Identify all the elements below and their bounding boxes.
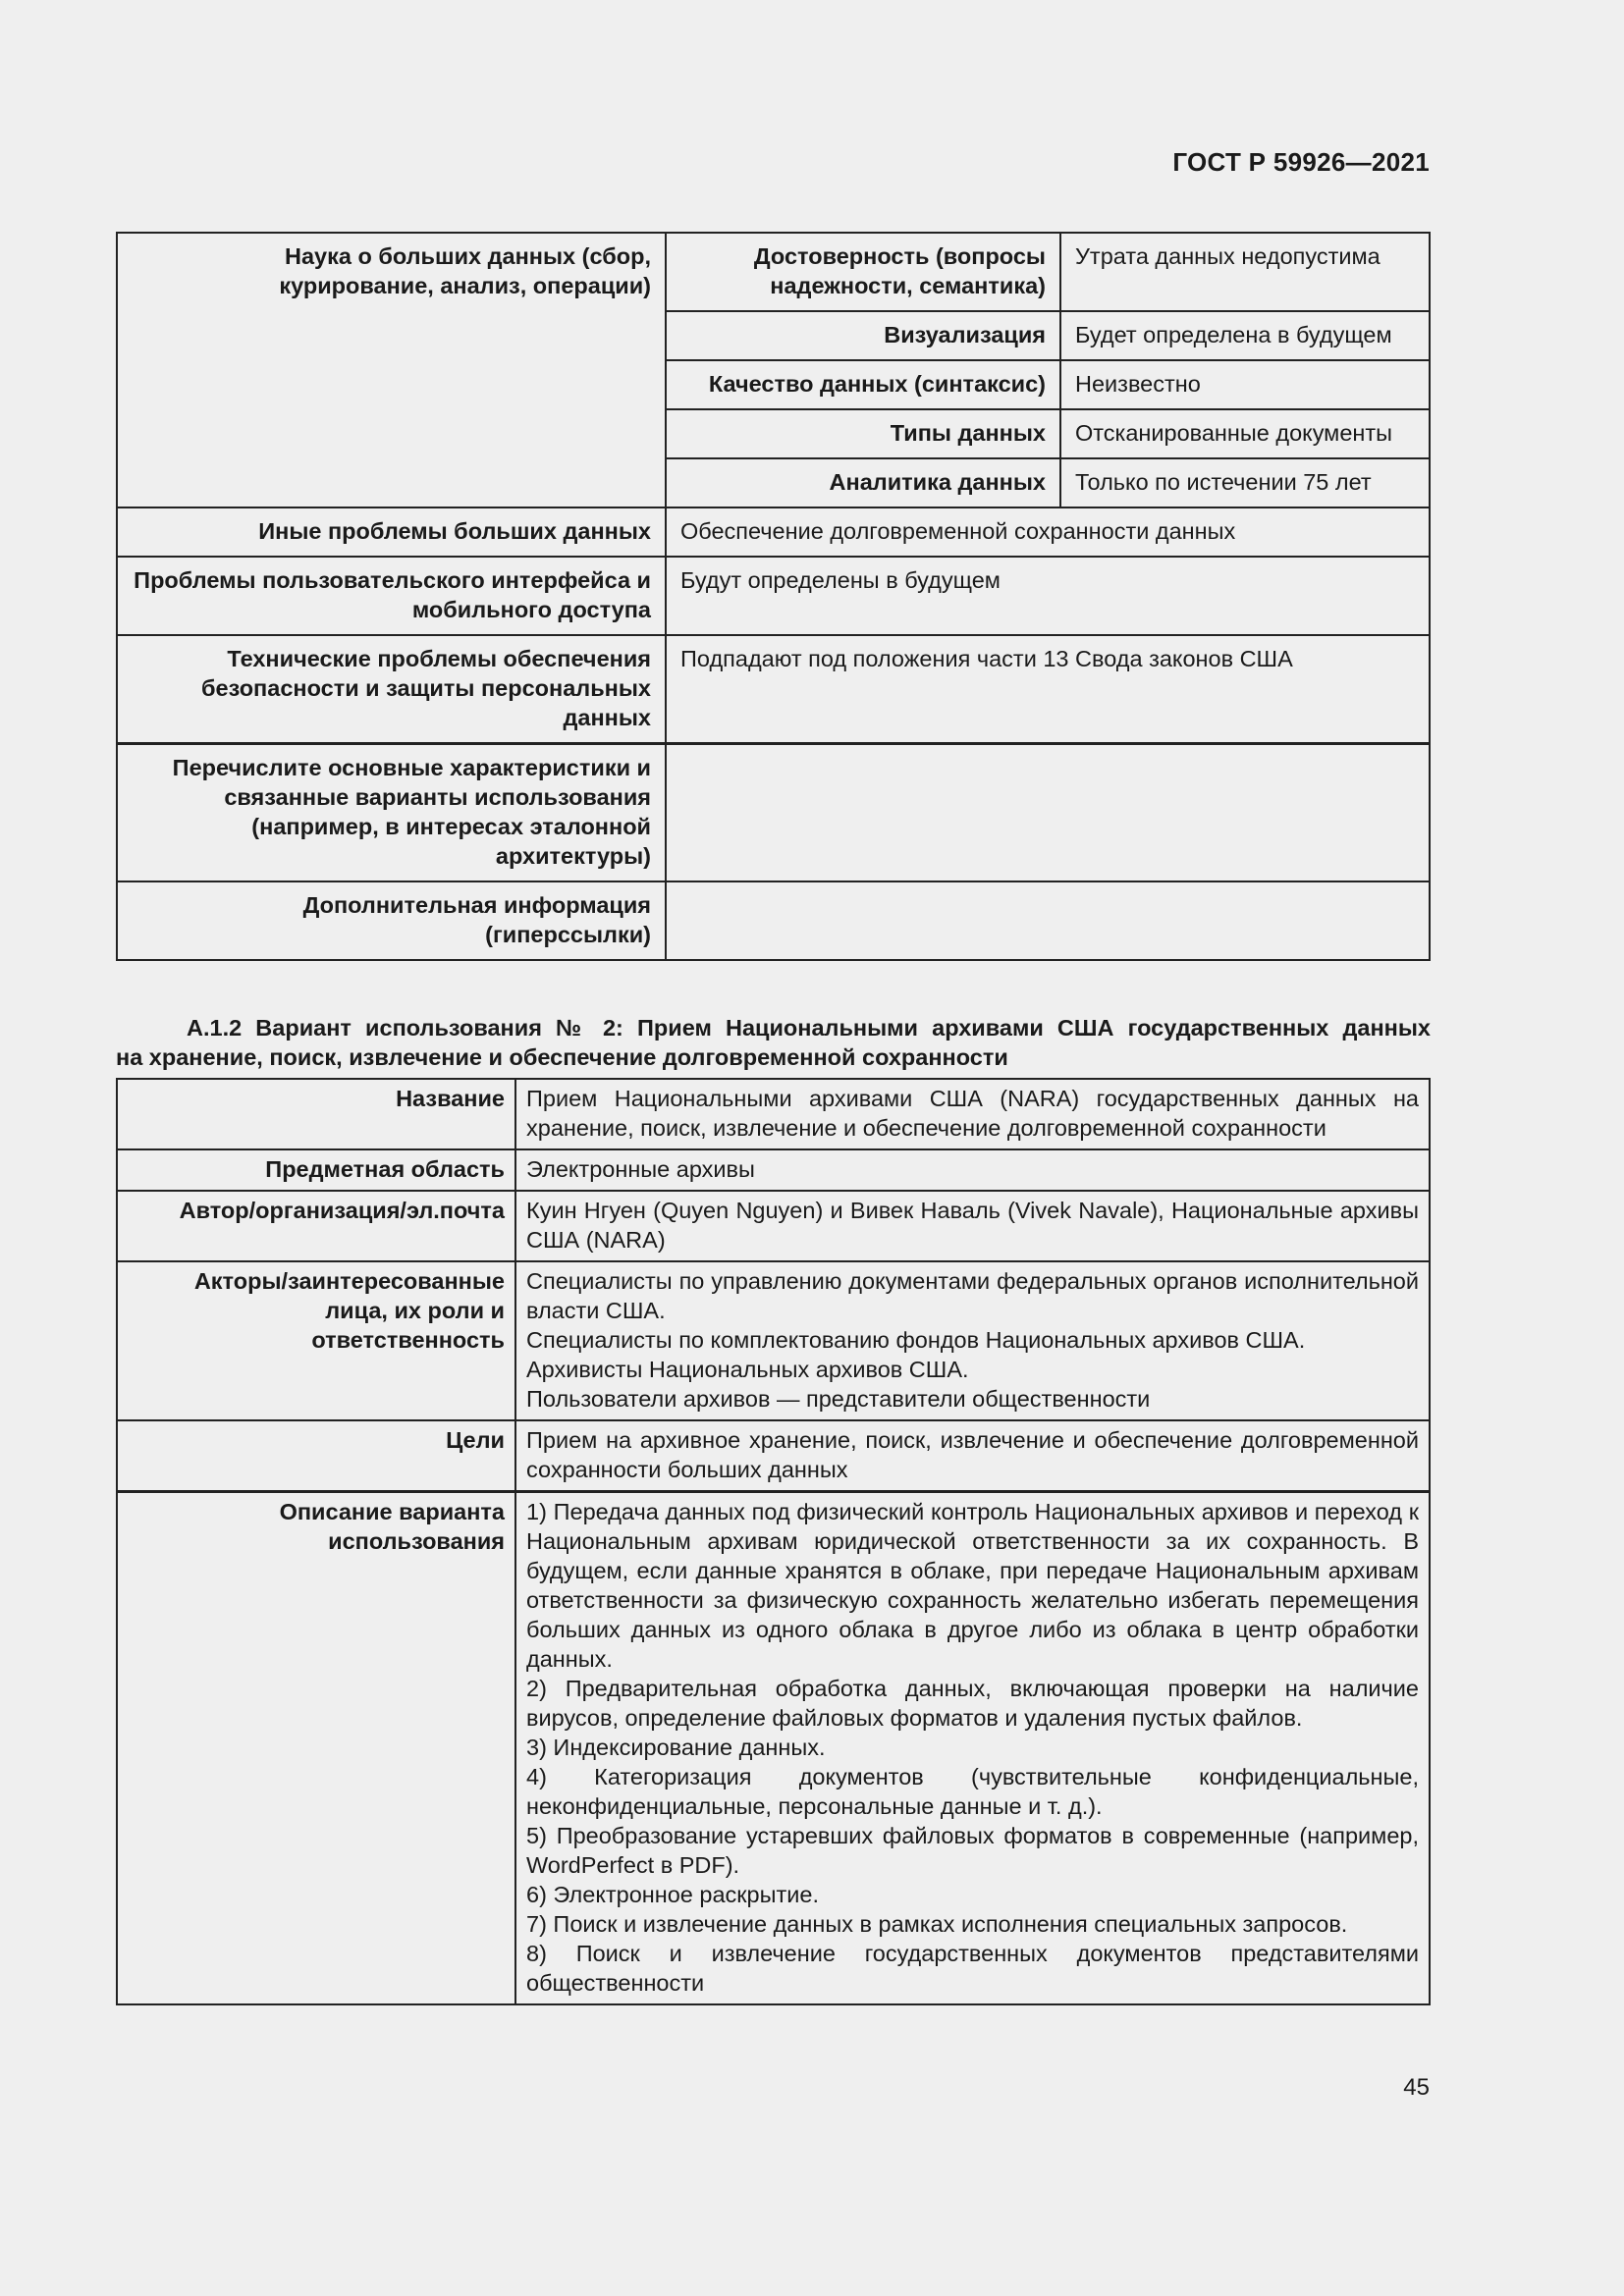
row-label: Дополнительная информация (гиперссылки): [117, 881, 666, 960]
value-line: Специалисты по комплектованию фондов Национальных архивов США.: [526, 1327, 1306, 1353]
table-row: [117, 233, 1430, 311]
science-label: Наука о больших данных (сбор, курирование, анализ, операции): [117, 233, 666, 507]
value-line: Прием на архивное хранение, поиск, извлечение и обеспечение долговременной сохранности больших данных: [526, 1427, 1419, 1482]
row-value: Подпадают под положения части 13 Свода законов США: [666, 635, 1430, 744]
science-sub-label: Визуализация: [666, 311, 1060, 360]
row-value: [515, 1079, 1430, 1149]
value-line: Пользователи архивов — представители общественности: [526, 1386, 1151, 1412]
table-row: [117, 1420, 1430, 1492]
characteristics-table: [116, 232, 1431, 961]
table-row: [117, 1149, 1430, 1191]
value-line: Специалисты по управлению документами федеральных органов исполнительной власти США.: [526, 1268, 1419, 1323]
section-title-line1: А.1.2 Вариант использования № 2: Прием Национальными архивами США государственных данных: [187, 1015, 1431, 1041]
document-id: ГОСТ Р 59926—2021: [1172, 147, 1430, 177]
table-row: [117, 744, 1430, 882]
row-label: Проблемы пользовательского интерфейса и мобильного доступа: [117, 557, 666, 635]
row-label: Название: [117, 1079, 515, 1149]
science-sub-value: Утрата данных недопустима: [1060, 233, 1430, 311]
row-label: Автор/организация/эл.почта: [117, 1191, 515, 1261]
value-line: 7) Поиск и извлечение данных в рамках исполнения специальных запросов.: [526, 1911, 1348, 1937]
table-row: [117, 635, 1430, 744]
value-line: 5) Преобразование устаревших файловых форматов в современные (например, WordPerfect в PDF).: [526, 1823, 1419, 1878]
row-value: Будут определены в будущем: [666, 557, 1430, 635]
table-row: [117, 1191, 1430, 1261]
row-label: Акторы/заинтересованные лица, их роли и ответственность: [117, 1261, 515, 1420]
science-sub-label: Аналитика данных: [666, 458, 1060, 507]
table-row: [117, 507, 1430, 557]
table-row: [117, 1492, 1430, 2005]
row-label: Описание варианта использования: [117, 1492, 515, 2005]
row-label: Иные проблемы больших данных: [117, 507, 666, 557]
row-label: Цели: [117, 1420, 515, 1492]
use-case-table: [116, 1078, 1431, 2005]
table-row: [117, 881, 1430, 960]
row-value: [666, 881, 1430, 960]
value-line: Электронные архивы: [526, 1156, 755, 1182]
science-sub-value: Неизвестно: [1060, 360, 1430, 409]
value-line: 1) Передача данных под физический контроль Национальных архивов и переход к Национальным архивам юридической ответственности за их сохранность. В будущем, если данные хранятся в облаке, при передаче Национальным архивам ответственности за физическую сохранность желательно избегать перемещения больших данных из одного облака в другое либо из облака в центр обработки данных.: [526, 1499, 1419, 1672]
section-title: [116, 1013, 1431, 1072]
science-sub-value: Только по истечении 75 лет: [1060, 458, 1430, 507]
row-value: [666, 744, 1430, 882]
row-value: [515, 1261, 1430, 1420]
row-label: Перечислите основные характеристики и связанные варианты использования (например, в интересах эталонной архитектуры): [117, 744, 666, 882]
row-value: [515, 1149, 1430, 1191]
page-number: 45: [1403, 2074, 1430, 2101]
value-line: 6) Электронное раскрытие.: [526, 1882, 820, 1907]
science-sub-value: Будет определена в будущем: [1060, 311, 1430, 360]
value-line: 2) Предварительная обработка данных, включающая проверки на наличие вирусов, определение файловых форматов и удаления пустых файлов.: [526, 1676, 1419, 1731]
value-line: Прием Национальными архивами США (NARA) государственных данных на хранение, поиск, извлечение и обеспечение долговременной сохранности: [526, 1086, 1419, 1141]
value-line: 8) Поиск и извлечение государственных документов представителями общественности: [526, 1941, 1419, 1996]
row-value: [515, 1492, 1430, 2005]
row-label: Предметная область: [117, 1149, 515, 1191]
value-line: 3) Индексирование данных.: [526, 1735, 826, 1760]
science-sub-value: Отсканированные документы: [1060, 409, 1430, 458]
row-value: [515, 1420, 1430, 1492]
value-line: Куин Нгуен (Quyen Nguyen) и Вивек Наваль (Vivek Navale), Национальные архивы США (NARA): [526, 1198, 1419, 1253]
use-case-table-body: [117, 1079, 1430, 2004]
value-line: Архивисты Национальных архивов США.: [526, 1357, 969, 1382]
table-row: [117, 1261, 1430, 1420]
science-sub-label: Качество данных (синтаксис): [666, 360, 1060, 409]
row-value: Обеспечение долговременной сохранности данных: [666, 507, 1430, 557]
science-sub-label: Типы данных: [666, 409, 1060, 458]
table-row: [117, 1079, 1430, 1149]
section-title-line2: на хранение, поиск, извлечение и обеспечение долговременной сохранности: [116, 1044, 1008, 1070]
science-sub-label: Достоверность (вопросы надежности, семантика): [666, 233, 1060, 311]
table-row: [117, 557, 1430, 635]
row-value: [515, 1191, 1430, 1261]
row-label: Технические проблемы обеспечения безопасности и защиты персональных данных: [117, 635, 666, 744]
value-line: 4) Категоризация документов (чувствительные конфиденциальные, неконфиденциальные, персональные данные и т. д.).: [526, 1764, 1419, 1819]
